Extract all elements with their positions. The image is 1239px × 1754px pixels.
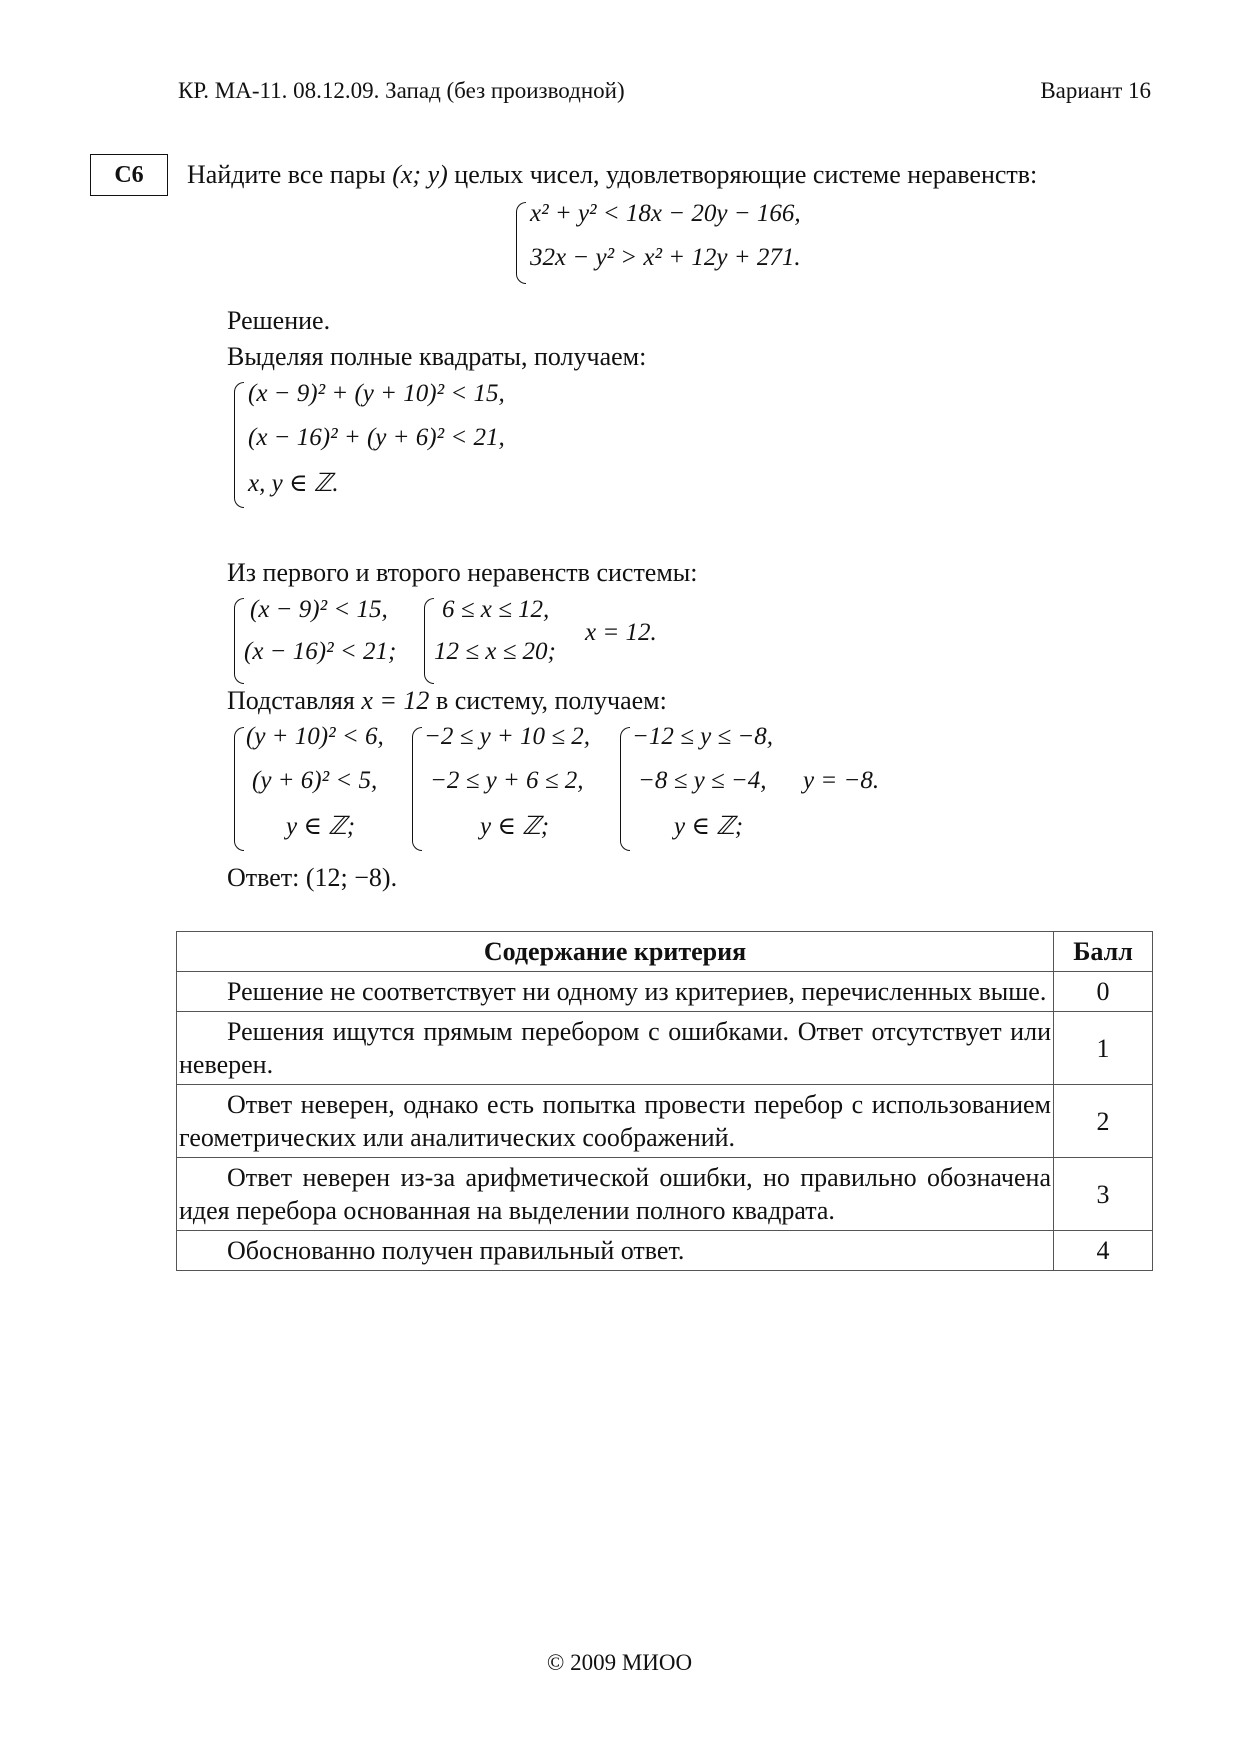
task-system-line: 32x − y² > x² + 12y + 271. — [530, 244, 801, 271]
step3-math: x = 12 — [361, 686, 430, 715]
task-pair: (x; y) — [392, 160, 448, 189]
solution-system1 — [234, 380, 564, 510]
task-text-before: Найдите все пары — [187, 160, 393, 189]
system3a-line: y ∈ ℤ; — [286, 813, 356, 840]
task-label: C6 — [90, 154, 168, 196]
header-left: КР. МА-11. 08.12.09. Запад (без производной) — [178, 78, 625, 103]
criterion-score: 2 — [1054, 1085, 1153, 1158]
system3c-line: −12 ≤ y ≤ −8, — [632, 723, 774, 750]
criterion-text: Решения ищутся прямым перебором с ошибками. Ответ отсутствует или неверен. — [177, 1012, 1054, 1085]
task-system-line: x² + y² < 18x − 20y − 166, — [530, 200, 801, 227]
solution-system3b — [412, 723, 612, 853]
table-row — [177, 972, 1153, 1012]
criterion-score: 0 — [1054, 972, 1153, 1012]
system2a-line: (x − 16)² < 21; — [244, 638, 397, 665]
task-statement — [187, 160, 1037, 190]
table-row — [177, 1012, 1153, 1085]
col-header-score: Балл — [1054, 932, 1153, 972]
solution-result3: y = −8. — [803, 767, 880, 794]
criterion-text: Ответ неверен, однако есть попытка провести перебор с использованием геометрических или аналитических соображений. — [177, 1085, 1054, 1158]
answer-value: (12; −8). — [305, 863, 398, 892]
col-header-content: Содержание критерия — [177, 932, 1054, 972]
solution-system3c — [620, 723, 790, 853]
system3c-line: −8 ≤ y ≤ −4, — [638, 767, 767, 794]
solution-result2: x = 12. — [585, 619, 657, 646]
system1-line: (x − 9)² + (y + 10)² < 15, — [248, 380, 505, 407]
task-text-after: целых чисел, удовлетворяющие системе неравенств: — [447, 160, 1038, 189]
system2b-line: 12 ≤ x ≤ 20; — [434, 638, 556, 665]
system3b-line: y ∈ ℤ; — [480, 813, 550, 840]
solution-system3a — [234, 723, 404, 853]
system2a-line: (x − 9)² < 15, — [250, 596, 388, 623]
table-row — [177, 1085, 1153, 1158]
system3a-line: (y + 10)² < 6, — [246, 723, 384, 750]
footer-copyright: © 2009 МИОО — [546, 1650, 693, 1675]
solution-step2: Из первого и второго неравенств системы: — [227, 558, 698, 587]
table-row — [177, 1158, 1153, 1231]
header-variant: Вариант 16 — [1040, 78, 1151, 103]
criterion-text: Ответ неверен из-за арифметической ошибки, но правильно обозначена идея перебора основанная на выделении полного квадрата. — [177, 1158, 1054, 1231]
step3-text-after: в систему, получаем: — [429, 686, 667, 715]
solution-step1: Выделяя полные квадраты, получаем: — [227, 342, 647, 371]
solution-system2a — [234, 596, 424, 686]
brace — [424, 598, 434, 684]
criterion-text: Решение не соответствует ни одному из критериев, перечисленных выше. — [177, 972, 1054, 1012]
criterion-score: 3 — [1054, 1158, 1153, 1231]
criterion-score: 1 — [1054, 1012, 1153, 1085]
criterion-text: Обоснованно получен правильный ответ. — [177, 1231, 1054, 1271]
system3b-line: −2 ≤ y + 6 ≤ 2, — [430, 767, 584, 794]
system2b-line: 6 ≤ x ≤ 12, — [442, 596, 550, 623]
criterion-score: 4 — [1054, 1231, 1153, 1271]
step3-text-before: Подставляя — [227, 686, 362, 715]
brace — [234, 598, 244, 684]
brace — [234, 382, 244, 508]
brace — [516, 202, 526, 284]
system1-line: (x − 16)² + (y + 6)² < 21, — [248, 424, 505, 451]
brace — [234, 727, 244, 851]
answer-label: Ответ: — [227, 863, 300, 892]
system3a-line: (y + 6)² < 5, — [252, 767, 378, 794]
solution-answer — [227, 863, 397, 893]
solution-step3 — [227, 686, 667, 716]
table-row — [177, 1231, 1153, 1271]
system3b-line: −2 ≤ y + 10 ≤ 2, — [424, 723, 591, 750]
solution-title: Решение. — [227, 306, 331, 335]
system1-line: x, y ∈ ℤ. — [248, 470, 339, 497]
table-header-row — [177, 932, 1153, 972]
brace — [412, 727, 422, 851]
system3c-line: y ∈ ℤ; — [674, 813, 744, 840]
solution-system2b — [424, 596, 574, 686]
task-system — [516, 198, 856, 288]
criteria-table — [176, 931, 1153, 1271]
brace — [620, 727, 630, 851]
